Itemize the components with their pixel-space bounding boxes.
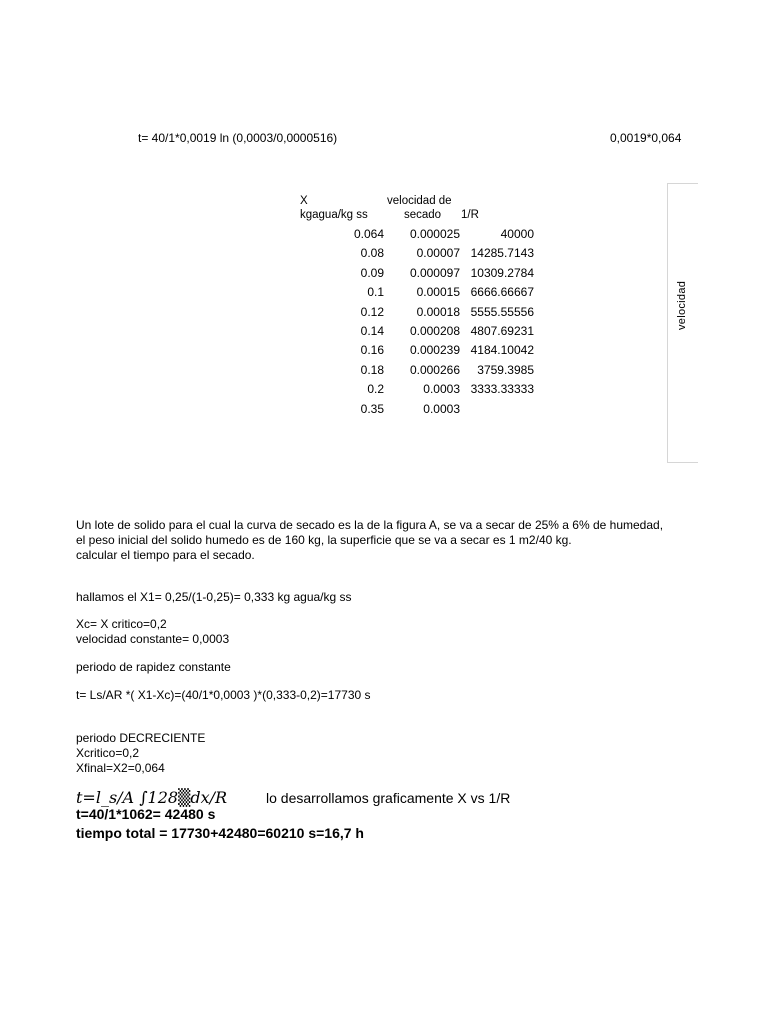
solution-periodo-constante: periodo de rapidez constante (76, 660, 231, 674)
table-row (298, 227, 538, 246)
formula-left: t= 40/1*0,0019 ln (0,0003/0,0000516) (138, 131, 338, 145)
cell-inv-r: 40000 (500, 227, 534, 241)
col-x-header-1: X (300, 195, 308, 207)
table-row (298, 382, 538, 401)
table-row (298, 246, 538, 265)
table-row (298, 363, 538, 382)
cell-x: 0.1 (367, 285, 384, 300)
cell-inv-r: 10309.2784 (470, 265, 534, 280)
cell-inv-r: 5555.55556 (470, 304, 534, 319)
cell-inv-r: 3759.3985 (477, 362, 534, 377)
cell-velocidad: 0.0003 (423, 401, 460, 416)
cell-inv-r: 4184.10042 (470, 343, 534, 358)
solution-xfinal: Xfinal=X2=0,064 (76, 761, 165, 775)
solution-xc: Xc= X critico=0,2 (76, 617, 167, 631)
solution-tiempo-total: tiempo total = 17730+42480=60210 s=16,7 h (76, 825, 364, 841)
integral-equation: t=l_s/A ∫128▒dx/R (76, 788, 228, 807)
cell-velocidad: 0.000239 (409, 343, 460, 358)
cell-velocidad: 0.000266 (409, 362, 460, 377)
cell-x: 0.18 (360, 362, 384, 377)
table-row (298, 266, 538, 285)
cell-velocidad: 0.00007 (416, 246, 460, 261)
cell-inv-r: 14285.7143 (470, 246, 534, 261)
cell-inv-r: 3333.33333 (470, 382, 534, 397)
cell-velocidad: 0.000208 (409, 324, 460, 338)
chart-y-axis-label: velocidad (676, 280, 688, 330)
col-x-header-2: kgagua/kg ss (300, 209, 368, 221)
col-inv-r-header: 1/R (461, 209, 479, 221)
solution-t-decreciente: t=40/1*1062= 42480 s (76, 806, 216, 822)
graph-note: lo desarrollamos graficamente X vs 1/R (266, 790, 511, 806)
table-row (298, 402, 538, 421)
cell-x: 0.08 (360, 246, 384, 261)
cell-x: 0.16 (360, 343, 384, 358)
problem-line-2: el peso inicial del solido humedo es de 160 kg, la superficie que se va a secar es 1 m2/40 kg. (76, 533, 572, 547)
col-velocidad-header-2: secado (404, 209, 442, 221)
solution-x1: hallamos el X1= 0,25/(1-0,25)= 0,333 kg agua/kg ss (76, 590, 352, 604)
cell-x: 0.2 (367, 382, 384, 397)
problem-line-3: calcular el tiempo para el secado. (76, 548, 255, 562)
cell-x: 0.35 (360, 401, 384, 416)
solution-velocidad: velocidad constante= 0,0003 (76, 632, 230, 646)
cell-velocidad: 0.0003 (423, 382, 460, 397)
cell-velocidad: 0.000097 (409, 265, 460, 280)
cell-x: 0.12 (360, 304, 384, 319)
cell-x: 0.09 (360, 265, 384, 280)
col-velocidad-header-1: velocidad de (387, 195, 452, 207)
cell-x: 0.064 (353, 227, 384, 241)
table-row (298, 343, 538, 362)
cell-x: 0.14 (360, 324, 384, 338)
formula-right: 0,0019*0,064 (610, 131, 682, 145)
table-row (298, 305, 538, 324)
problem-line-1: Un lote de solido para el cual la curva de secado es la de la figura A, se va a secar de 25% a 6% de humedad, (76, 518, 664, 532)
table-row (298, 285, 538, 304)
cell-velocidad: 0.00018 (416, 304, 460, 319)
solution-periodo-decreciente: periodo DECRECIENTE (76, 731, 206, 745)
cell-velocidad: 0.000025 (409, 227, 460, 241)
cell-inv-r: 4807.69231 (470, 324, 534, 338)
cell-velocidad: 0.00015 (416, 285, 460, 300)
solution-t-constante: t= Ls/AR *( X1-Xc)=(40/1*0,0003 )*(0,333-0,2)=17730 s (76, 688, 371, 702)
table-row (298, 324, 538, 343)
cell-inv-r: 6666.66667 (470, 285, 534, 300)
solution-xcritico: Xcritico=0,2 (76, 746, 140, 760)
